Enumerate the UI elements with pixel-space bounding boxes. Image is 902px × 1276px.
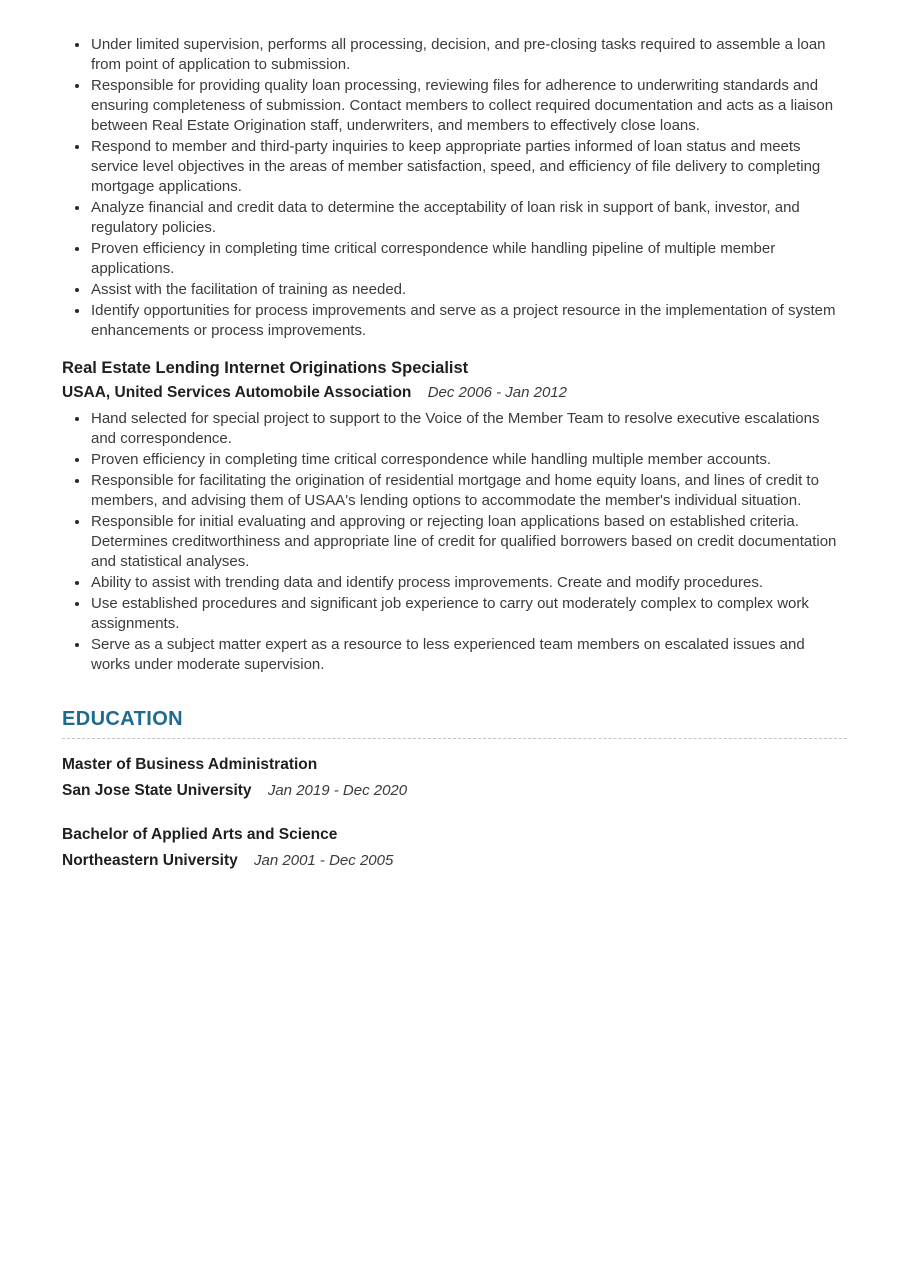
education-section-heading: EDUCATION — [62, 707, 847, 739]
job-title: Real Estate Lending Internet Originations Specialist — [62, 359, 469, 377]
experience-section — [62, 34, 847, 675]
bullet-item: • Hand selected for special project to support to the Voice of the Member Team to resolve executive escalations and correspondence. — [90, 408, 847, 449]
company-line — [62, 381, 847, 404]
experience-continued-bullet-list — [62, 34, 847, 341]
education-entry — [62, 753, 847, 802]
school-line — [62, 849, 847, 872]
job-dates: Dec 2006 - Jan 2012 — [427, 384, 567, 401]
bullet-item: • Responsible for initial evaluating and approving or rejecting loan applications based on established criteria. Determines creditworthiness and appropriate line of credit for qualified borrowers based on credit documentation and statistical analyses. — [90, 511, 847, 572]
bullet-item: • Assist with the facilitation of training as needed. — [90, 279, 847, 300]
bullet-item: • Analyze financial and credit data to determine the acceptability of loan risk in support of bank, investor, and regulatory policies. — [90, 197, 847, 238]
bullet-item: • Under limited supervision, performs all processing, decision, and pre-closing tasks required to assemble a loan from point of application to submission. — [90, 34, 847, 75]
bullet-item: • Ability to assist with trending data and identify process improvements. Create and modify procedures. — [90, 572, 847, 593]
education-section — [62, 707, 847, 872]
bullet-item: • Proven efficiency in completing time critical correspondence while handling multiple member accounts. — [90, 449, 847, 470]
bullet-item: • Serve as a subject matter expert as a resource to less experienced team members on escalated issues and works under moderate supervision. — [90, 634, 847, 675]
bullet-item: • Responsible for providing quality loan processing, reviewing files for adherence to underwriting standards and ensuring completeness of submission. Contact members to collect required documentation and acts as a liaison between Real Estate Origination staff, underwriters, and members to effectively close loans. — [90, 75, 847, 136]
bullet-item: • Proven efficiency in completing time critical correspondence while handling pipeline of multiple member applications. — [90, 238, 847, 279]
school-name: San Jose State University — [62, 782, 252, 799]
job-entry — [62, 356, 847, 675]
degree-name: Master of Business Administration — [62, 756, 318, 773]
education-dates: Jan 2001 - Dec 2005 — [254, 852, 394, 869]
bullet-item: • Use established procedures and significant job experience to carry out moderately complex to complex work assignments. — [90, 593, 847, 634]
job-bullet-list — [62, 408, 847, 675]
bullet-item: • Identify opportunities for process improvements and serve as a project resource in the implementation of system enhancements or process improvements. — [90, 300, 847, 341]
school-name: Northeastern University — [62, 852, 238, 869]
bullet-item: • Responsible for facilitating the origination of residential mortgage and home equity loans, and lines of credit to members, and advising them of USAA's lending options to accommodate the member's individual situation. — [90, 470, 847, 511]
education-dates: Jan 2019 - Dec 2020 — [267, 782, 408, 799]
bullet-item: • Respond to member and third-party inquiries to keep appropriate parties informed of loan status and meets service level objectives in the areas of member satisfaction, speed, and efficiency of file delivery to completing mortgage applications. — [90, 136, 847, 197]
degree-name: Bachelor of Applied Arts and Science — [62, 826, 338, 843]
education-entry — [62, 823, 847, 872]
school-line — [62, 779, 847, 802]
company-name: USAA, United Services Automobile Association — [62, 384, 412, 401]
